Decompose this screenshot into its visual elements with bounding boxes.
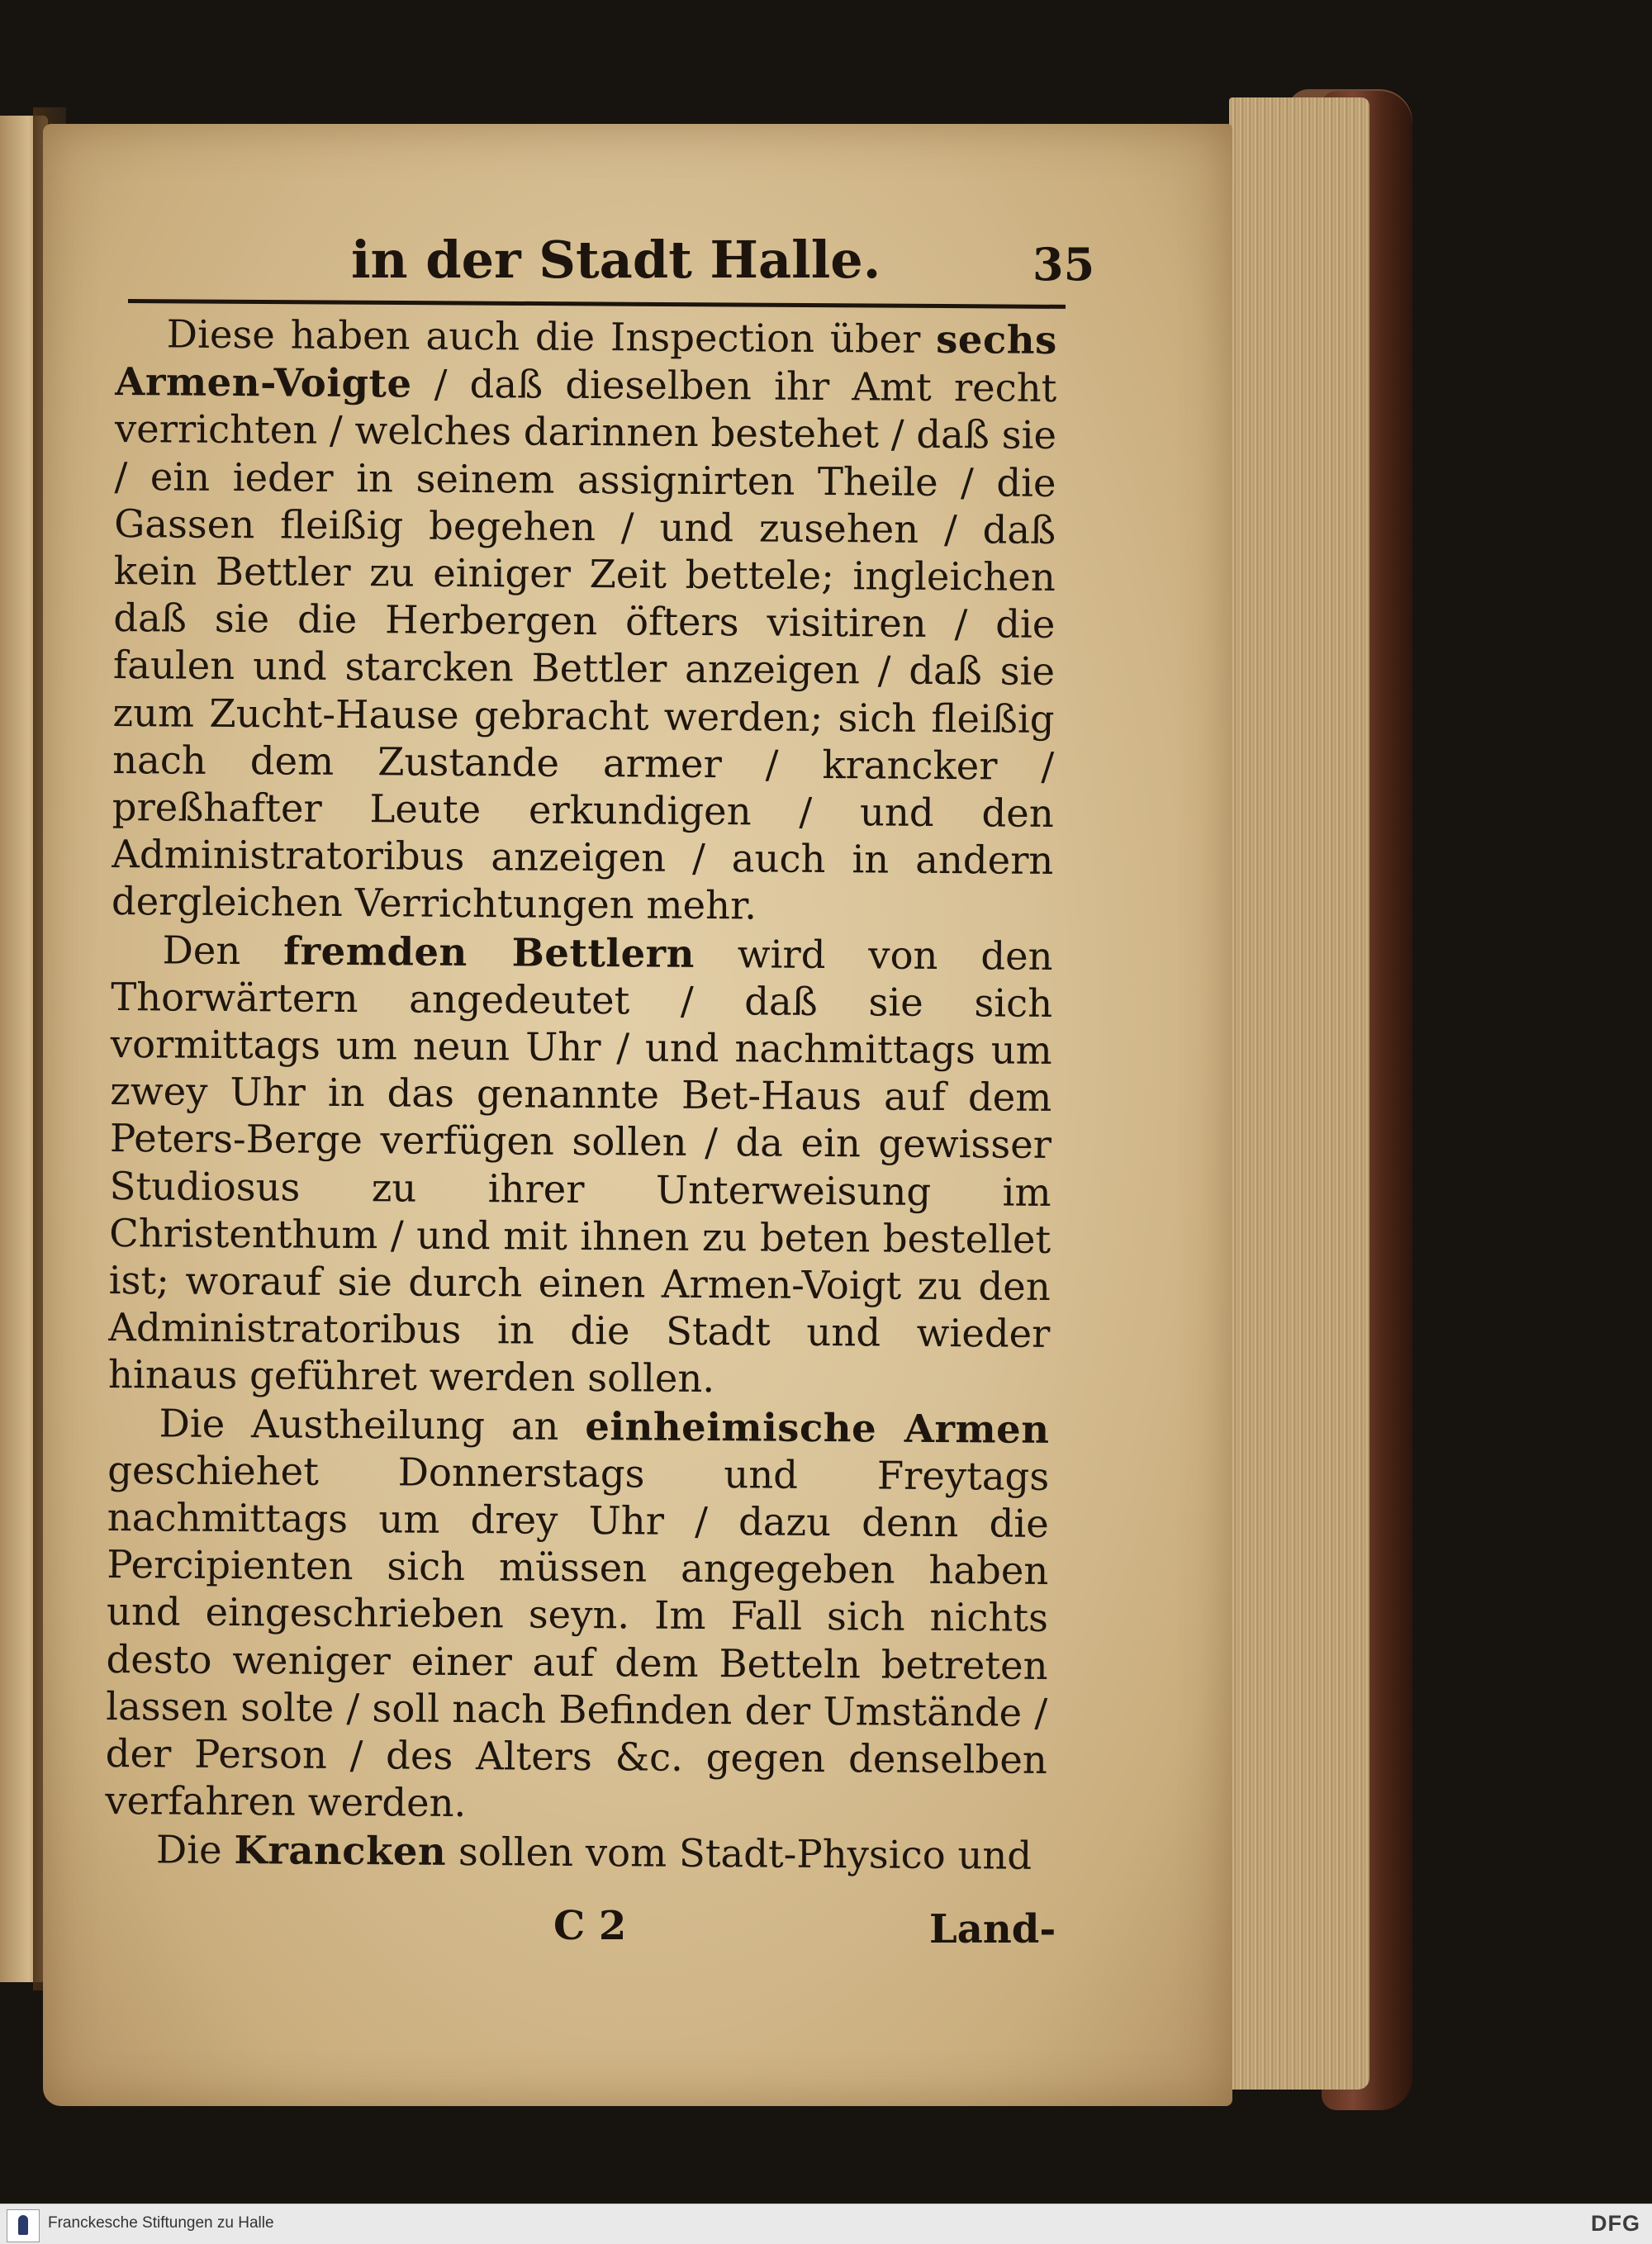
emphasized-phrase: Krancken bbox=[234, 1826, 447, 1874]
holder-name: Franckesche Stiftungen zu Halle bbox=[48, 2214, 274, 2232]
emphasized-phrase: fremden Bettlern bbox=[282, 927, 695, 976]
paragraph bbox=[105, 1824, 1047, 1879]
emphasized-phrase: einheimische Armen bbox=[585, 1402, 1050, 1452]
text-run: Die bbox=[155, 1826, 235, 1872]
emphasized-phrase: sechs Armen-Voigte bbox=[115, 315, 1057, 406]
institution-logo-icon bbox=[7, 2209, 40, 2242]
text-run: wird von den Thorwärtern angedeutet / daß sie sich vormittags um neun Uhr / und nachmittags um zwey Uhr in das genannte Bet-Haus auf dem Peters-Berge verfügen sollen / da ein gewisser Studiosus zu ihrer Unterweisung im Christenthum / und mit ihnen zu beten bestellet ist; worauf sie durch einen Armen-Voigt zu den Administratoribus in die Stadt und wieder hinaus geführet werden sollen. bbox=[107, 931, 1053, 1402]
signature-mark: C 2 bbox=[553, 1903, 627, 1949]
dfg-logo: DFG bbox=[1591, 2211, 1640, 2236]
page-footer bbox=[116, 1903, 1057, 1961]
text-run: Die Austheilung an bbox=[159, 1401, 586, 1449]
text-run: Den bbox=[162, 927, 284, 974]
catchword: Land- bbox=[929, 1906, 1056, 1952]
text-run: sollen vom Stadt-Physico und bbox=[446, 1829, 1032, 1878]
running-title: in der Stadt Halle. bbox=[351, 230, 881, 290]
text-run: / daß dieselben ihr Amt recht verrichten / welches darinnen bestehet / daß sie / ein ieder in seinem assignirten Theile / die Gassen fleißig begehen / und zusehen / daß kein Bettler zu einiger Zeit bettele; ingleichen daß sie die Herbergen öfters visitiren / die faulen und starcken Bettler anzeigen / daß sie zum Zucht-Hause gebracht werden; sich fleißig nach dem Zustande armer / krancker / preßhafter Leute erkundigen / und den Administratoribus anzeigen / auch in andern dergleichen Verrichtungen mehr. bbox=[111, 361, 1057, 928]
viewer-info-bar bbox=[0, 2204, 1652, 2244]
page-stack-edge bbox=[1229, 97, 1370, 2090]
text-run: Diese haben auch die Inspection über bbox=[166, 311, 937, 362]
paragraph bbox=[105, 1399, 1050, 1832]
body-text bbox=[105, 310, 1057, 1880]
paragraph bbox=[108, 926, 1053, 1406]
text-run: geschiehet Donnerstags und Freytags nachmittags um drey Uhr / dazu denn die Percipienten sich müssen angegeben haben und eingeschrieben seyn. Im Fall sich nichts desto weniger einer auf dem Betteln betreten lassen solte / soll nach Befinden der Umstände / der Person / des Alters &c. gegen denselben verfahren werden. bbox=[105, 1447, 1050, 1826]
page-number: 35 bbox=[1032, 238, 1095, 291]
paragraph bbox=[112, 310, 1057, 932]
